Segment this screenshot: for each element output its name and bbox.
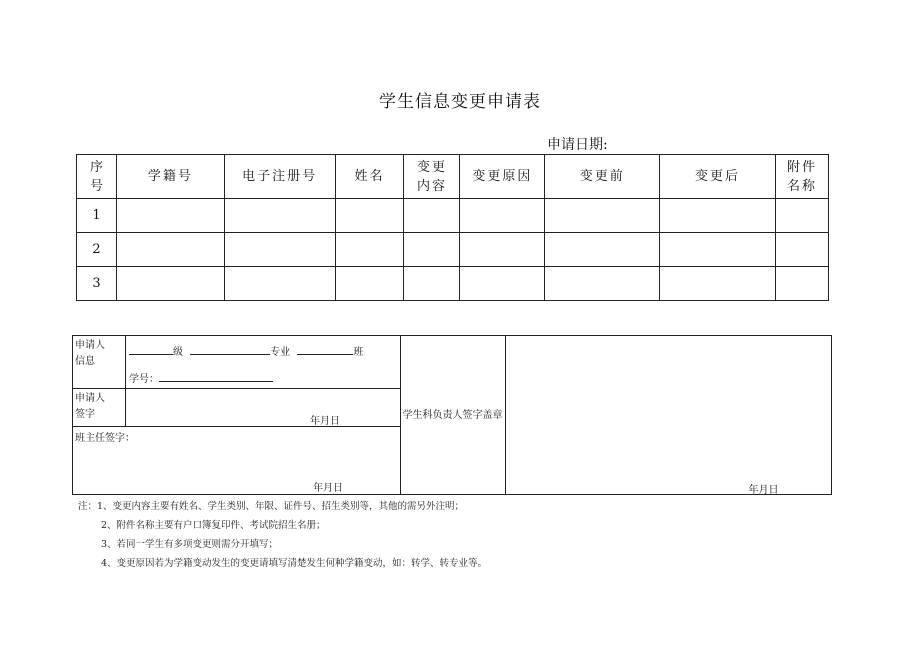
header-before: 变更前 xyxy=(545,155,660,199)
cell[interactable] xyxy=(335,233,404,267)
dept-head-label: 学生科负责人签字盖章 xyxy=(402,409,503,421)
cell[interactable] xyxy=(775,233,828,267)
cell[interactable] xyxy=(660,233,776,267)
applicant-info-label-cell xyxy=(73,336,126,389)
table-row xyxy=(77,267,829,301)
header-change-content: 变更内容 xyxy=(404,155,460,199)
header-attachment: 附件名称 xyxy=(775,155,828,199)
note-item: 注：1、变更内容主要有姓名、学生类别、年限、证件号、招生类别等，其他的需另外注明； xyxy=(78,501,465,512)
cell[interactable] xyxy=(660,199,776,233)
applicant-sign-label: 申请人签字 xyxy=(75,393,105,420)
cell[interactable] xyxy=(404,199,460,233)
dept-head-label-cell xyxy=(400,336,505,495)
cell[interactable] xyxy=(545,233,660,267)
class-label: 班 xyxy=(353,347,364,358)
header-after: 变更后 xyxy=(660,155,776,199)
header-registration-no: 电子注册号 xyxy=(224,155,335,199)
table-row xyxy=(77,199,829,233)
major-blank[interactable] xyxy=(190,344,270,355)
row-number: 3 xyxy=(77,267,117,301)
cell[interactable] xyxy=(335,199,404,233)
cell[interactable] xyxy=(775,199,828,233)
class-blank[interactable] xyxy=(297,344,353,355)
cell[interactable] xyxy=(224,233,335,267)
teacher-sign-area[interactable] xyxy=(73,427,401,495)
row-number: 2 xyxy=(77,233,117,267)
apply-date-label: 申请日期: xyxy=(547,137,608,153)
cell[interactable] xyxy=(224,267,335,301)
student-no-label: 学号： xyxy=(128,374,159,385)
cell[interactable] xyxy=(545,267,660,301)
cell[interactable] xyxy=(224,199,335,233)
applicant-info-label: 申请人信息 xyxy=(75,340,105,367)
teacher-sign-date: 年月日 xyxy=(313,483,343,494)
cell[interactable] xyxy=(116,199,224,233)
major-label: 专业 xyxy=(270,347,291,358)
cell[interactable] xyxy=(545,199,660,233)
cell[interactable] xyxy=(460,233,545,267)
cell[interactable] xyxy=(404,233,460,267)
cell[interactable] xyxy=(404,267,460,301)
note-item: 3、若同一学生有多项变更则需分开填写； xyxy=(101,539,279,550)
applicant-info-cell[interactable] xyxy=(125,336,400,389)
header-name: 姓名 xyxy=(335,155,404,199)
student-no-blank[interactable] xyxy=(159,371,273,382)
notes xyxy=(78,497,487,573)
row-number: 1 xyxy=(77,199,117,233)
cell[interactable] xyxy=(460,267,545,301)
form-title: 学生信息变更申请表 xyxy=(379,92,541,112)
teacher-sign-label: 班主任签字： xyxy=(75,433,135,444)
grade-blank[interactable] xyxy=(129,344,173,355)
table-header-row xyxy=(77,155,829,199)
grade-label: 级 xyxy=(172,347,183,358)
cell[interactable] xyxy=(116,233,224,267)
cell[interactable] xyxy=(775,267,828,301)
signoff-table xyxy=(72,335,832,495)
header-seq: 序号 xyxy=(77,155,117,199)
table-row xyxy=(77,233,829,267)
dept-head-sign-area[interactable] xyxy=(505,336,832,495)
cell[interactable] xyxy=(460,199,545,233)
note-item: 4、变更原因若为学籍变动发生的变更请填写清楚发生何种学籍变动，如：转学、转专业等。 xyxy=(101,558,488,569)
header-student-id: 学籍号 xyxy=(116,155,224,199)
cell[interactable] xyxy=(335,267,404,301)
dept-head-date: 年月日 xyxy=(748,485,779,496)
applicant-sign-date: 年月日 xyxy=(309,416,340,427)
note-item: 2、附件名称主要有户口簿复印件、考试院招生名册； xyxy=(101,520,326,531)
applicant-sign-label-cell xyxy=(73,389,126,427)
change-request-table xyxy=(76,154,829,301)
header-change-reason: 变更原因 xyxy=(460,155,545,199)
cell[interactable] xyxy=(116,267,224,301)
applicant-sign-area[interactable] xyxy=(125,389,400,427)
cell[interactable] xyxy=(660,267,776,301)
